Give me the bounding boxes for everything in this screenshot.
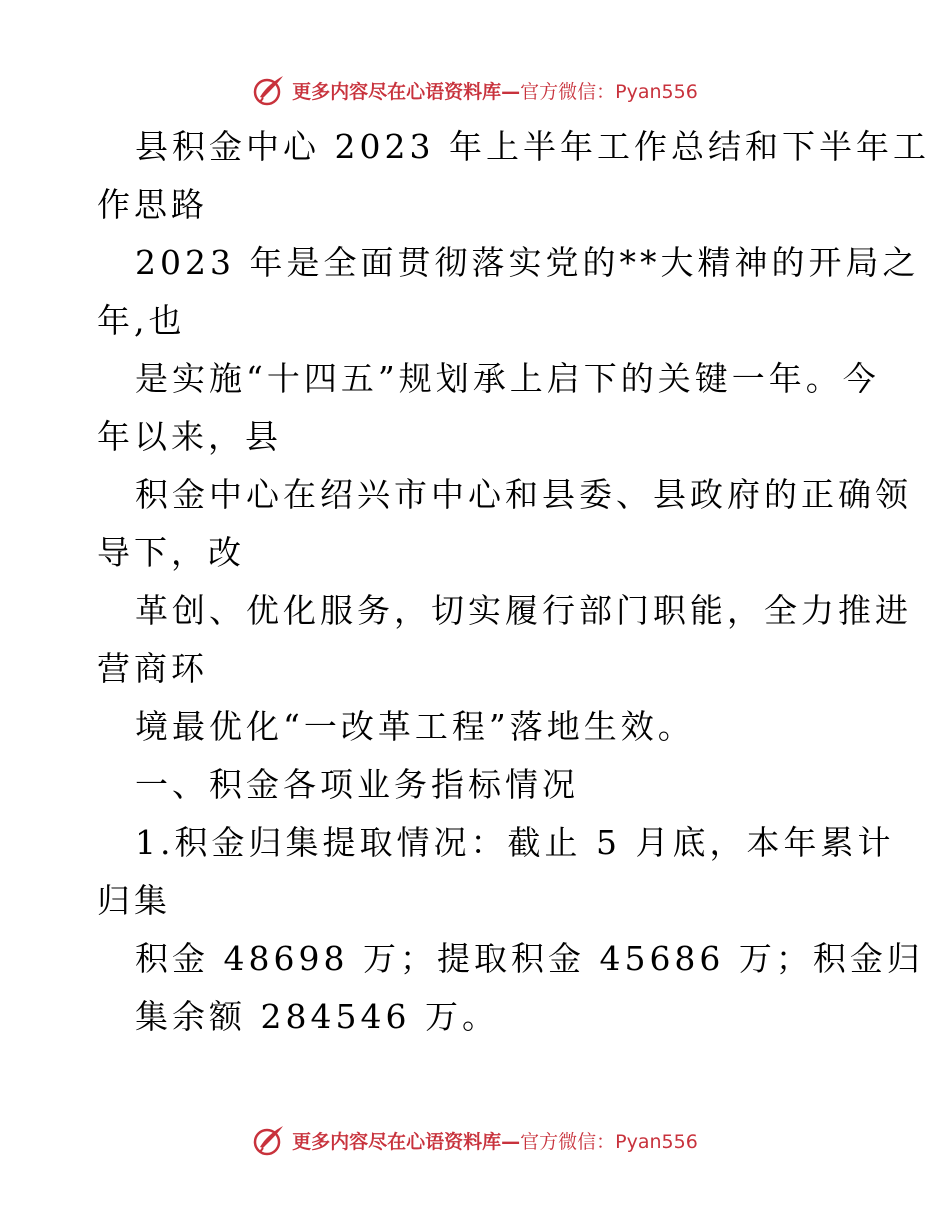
text-line: 1.积金归集提取情况：截止 5 月底，本年累计 <box>135 823 895 862</box>
text-line: 归集 <box>97 881 171 920</box>
footer-watermark <box>0 1120 950 1160</box>
text-line: 县积金中心 2023 年上半年工作总结和下半年工 <box>135 127 930 166</box>
text-line: 一、积金各项业务指标情况 <box>135 765 579 804</box>
text-line: 2023 年是全面贯彻落实党的**大精神的开局之 <box>135 243 920 282</box>
text-line: 作思路 <box>97 185 208 224</box>
quill-logo-icon <box>252 73 286 107</box>
watermark-text <box>292 77 698 104</box>
watermark-slogan: 更多内容尽在心语资料库 <box>292 1130 502 1153</box>
text-line: 积金中心在绍兴市中心和县委、县政府的正确领 <box>135 475 912 514</box>
watermark-slogan: 更多内容尽在心语资料库 <box>292 80 502 103</box>
text-line: 积金 48698 万；提取积金 45686 万；积金归 <box>135 939 924 978</box>
text-line: 营商环 <box>97 649 208 688</box>
text-line: 年,也 <box>97 301 186 340</box>
watermark-contact: 官方微信：Pyan556 <box>520 80 698 103</box>
watermark-contact: 官方微信：Pyan556 <box>520 1130 698 1153</box>
watermark-dash: — <box>501 80 521 103</box>
text-line: 革创、优化服务，切实履行部门职能，全力推进 <box>135 591 912 630</box>
text-line: 年以来，县 <box>97 417 282 456</box>
watermark-text <box>292 1127 698 1154</box>
watermark-dash: — <box>501 1130 521 1153</box>
header-watermark <box>0 70 950 110</box>
quill-logo-icon <box>252 1123 286 1157</box>
text-line: 集余额 284546 万。 <box>135 997 499 1036</box>
document-body <box>97 118 930 1046</box>
text-line: 是实施“十四五”规划承上启下的关键一年。今 <box>135 359 880 398</box>
text-line: 境最优化“一改革工程”落地生效。 <box>135 707 695 746</box>
text-line: 导下，改 <box>97 533 245 572</box>
